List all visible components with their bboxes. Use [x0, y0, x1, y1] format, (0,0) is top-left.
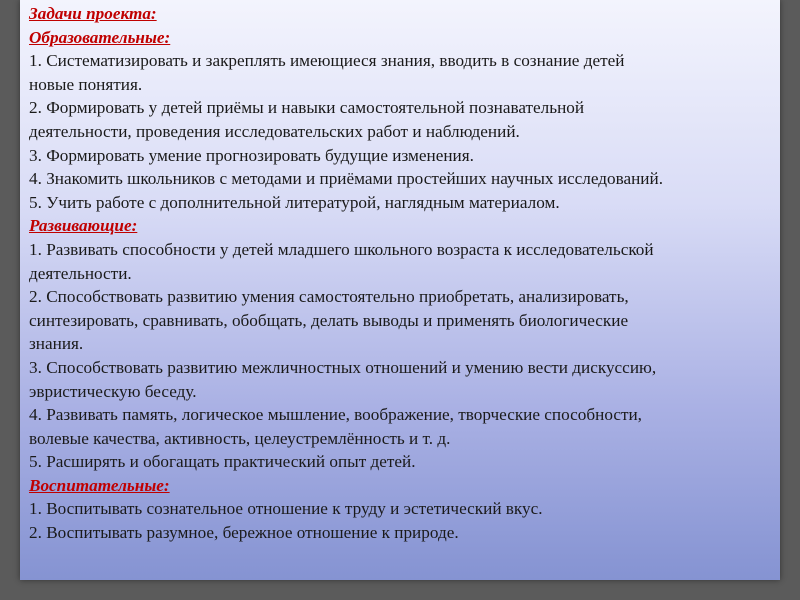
slide [20, 0, 780, 580]
text-line: волевые качества, активность, целеустремлённость и т. д. [29, 428, 451, 448]
text-line: 2. Воспитывать разумное, бережное отношение к природе. [29, 523, 459, 543]
text-line: синтезировать, сравнивать, обобщать, делать выводы и применять биологические [29, 310, 629, 330]
text-line: 3. Формировать умение прогнозировать будущие изменения. [29, 145, 474, 165]
text-line: новые понятия. [29, 74, 143, 94]
text-line: 3. Способствовать развитию межличностных отношений и умению вести дискуссию, [29, 357, 657, 377]
text-line: 5. Расширять и обогащать практический опыт детей. [29, 452, 416, 472]
text-line: 5. Учить работе с дополнительной литературой, наглядным материалом. [29, 192, 560, 212]
text-line: 2. Способствовать развитию умения самостоятельно приобретать, анализировать, [29, 287, 629, 307]
text-line: деятельности. [29, 263, 132, 283]
section-heading-developmental: Развивающие: [29, 216, 138, 236]
text-line: 4. Знакомить школьников с методами и приёмами простейших научных исследований. [29, 169, 664, 189]
text-line: 1. Развивать способности у детей младшего школьного возраста к исследовательской [29, 239, 654, 259]
text-line: 1. Воспитывать сознательное отношение к труду и эстетический вкус. [29, 499, 543, 519]
text-line: знания. [29, 334, 84, 354]
text-line: 2. Формировать у детей приёмы и навыки самостоятельной познавательной [29, 98, 585, 118]
text-line: 1. Систематизировать и закреплять имеющиеся знания, вводить в сознание детей [29, 51, 625, 71]
text-line: деятельности, проведения исследовательских работ и наблюдений. [29, 121, 520, 141]
slide-title: Задачи проекта: [29, 4, 157, 23]
text-line: эвристическую беседу. [29, 381, 197, 401]
section-heading-upbringing: Воспитательные: [29, 475, 170, 495]
text-line: 4. Развивать память, логическое мышление, воображение, творческие способности, [29, 405, 642, 425]
section-heading-educational: Образовательные: [29, 27, 171, 47]
